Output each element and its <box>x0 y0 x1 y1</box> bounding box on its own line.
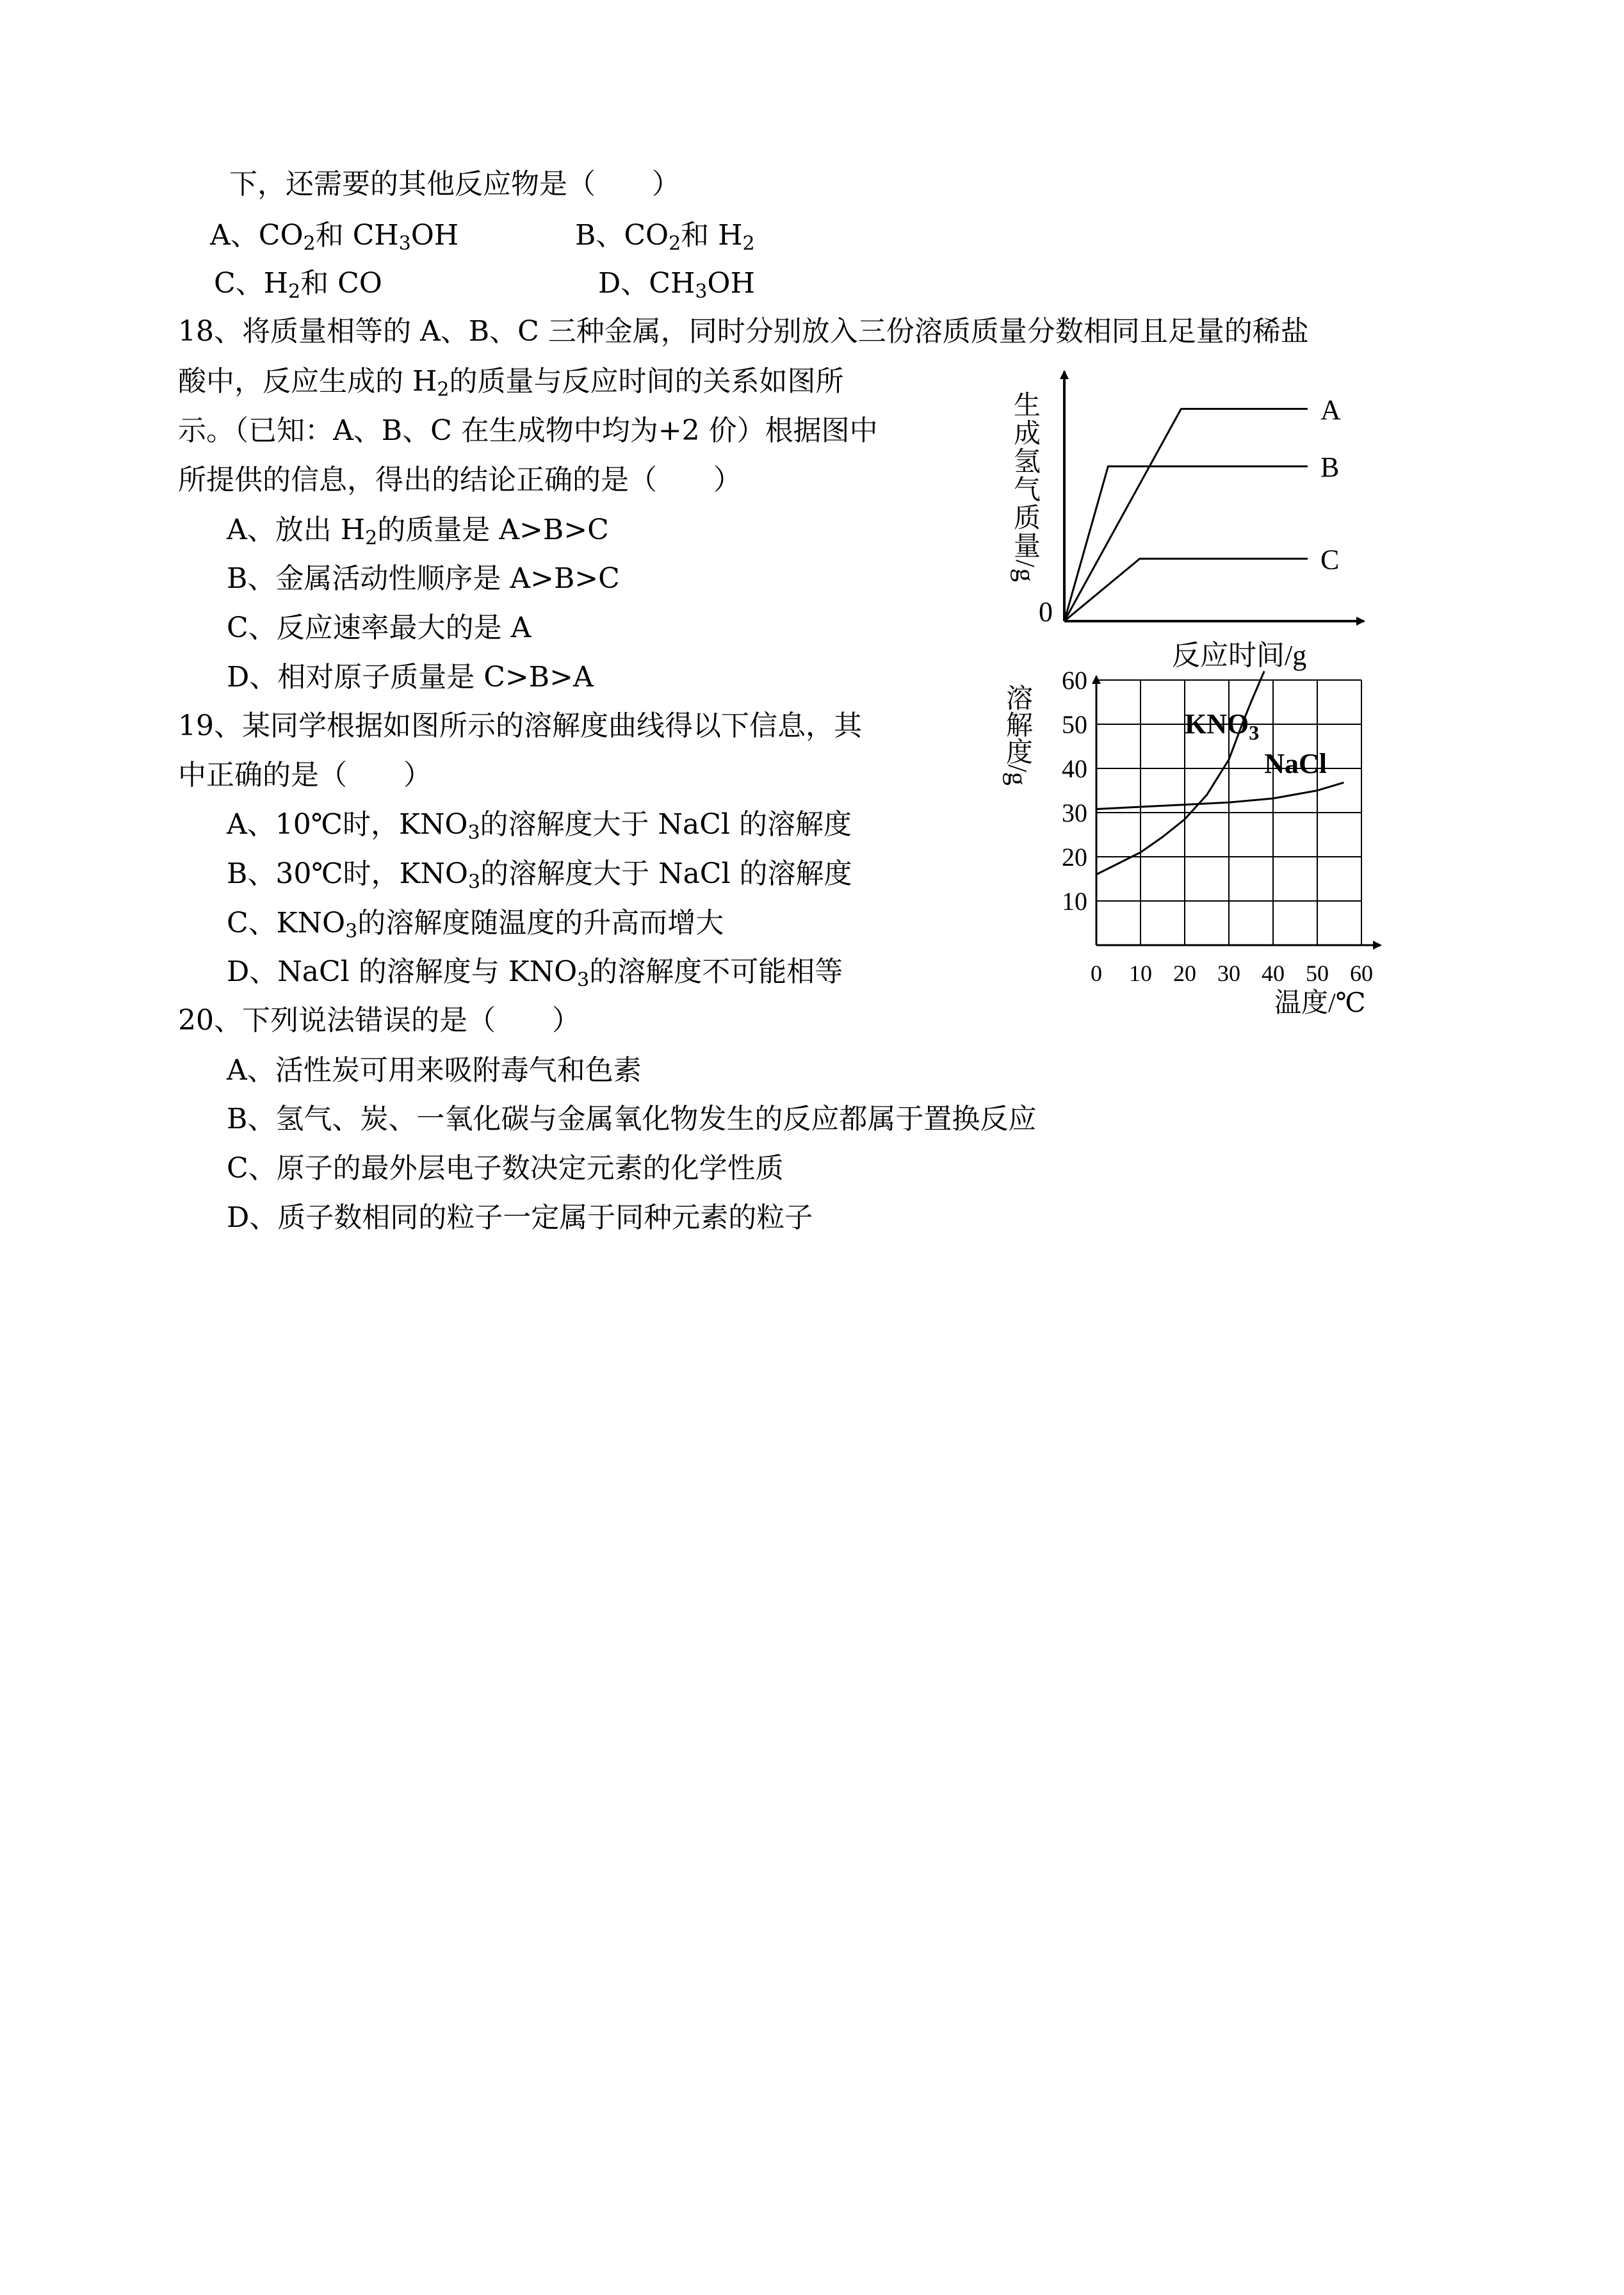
q19-option-b-pre: B、30℃时，KNO <box>227 857 468 890</box>
q17-option-c-mid: 和 CO <box>300 267 382 300</box>
chart2-series-label-nacl: NaCl <box>1264 747 1327 779</box>
q18-line2-sub: 2 <box>437 378 450 401</box>
q19-option-a-post: 的溶解度大于 NaCl 的溶解度 <box>480 808 852 841</box>
q18-option-b[interactable]: B、金属活动性顺序是 A>B>C <box>227 562 620 595</box>
q19-option-c-sub: 3 <box>345 920 358 943</box>
chart2-x-tick-label: 60 <box>1350 961 1373 986</box>
q19-line1: 19、某同学根据如图所示的溶解度曲线得以下信息，其 <box>178 710 862 742</box>
q18-line2 <box>178 364 843 400</box>
chart1-series-c <box>1064 559 1308 622</box>
chart2-x-tick-label: 40 <box>1262 961 1285 986</box>
q17-option-a-pre: A、CO <box>210 219 304 252</box>
q19-option-a-sub: 3 <box>467 822 480 844</box>
q19-option-d[interactable] <box>227 954 843 990</box>
q19-option-a-pre: A、10℃时，KNO <box>227 808 468 841</box>
chart2-y-tick-label: 30 <box>1062 799 1087 827</box>
q20-option-c[interactable]: C、原子的最外层电子数决定元素的化学性质 <box>227 1152 784 1185</box>
chart2-x-tick-label: 0 <box>1091 961 1102 986</box>
q18-option-a-pre: A、放出 H <box>227 514 366 546</box>
q17-option-b[interactable] <box>575 218 755 254</box>
q19-option-b[interactable] <box>227 856 852 892</box>
q17-option-a-sub1: 2 <box>303 232 316 255</box>
q19-line2: 中正确的是（ ） <box>178 759 432 791</box>
q17-option-b-sub1: 2 <box>669 232 681 255</box>
q18-option-a-sub: 2 <box>365 527 378 549</box>
q18-line2-post: 的质量与反应时间的关系如图所 <box>449 365 844 398</box>
q19-option-c-pre: C、KNO <box>227 907 346 939</box>
q19-option-a[interactable] <box>227 807 852 843</box>
chart1-series-a <box>1064 409 1308 622</box>
q17-option-d-pre: D、CH <box>598 267 695 300</box>
q19-option-d-pre: D、NaCl 的溶解度与 KNO <box>227 955 578 988</box>
q19-option-b-post: 的溶解度大于 NaCl 的溶解度 <box>480 857 852 890</box>
chart1-series-label-c: C <box>1320 544 1340 576</box>
q17-option-b-sub2: 2 <box>742 232 755 255</box>
chart2-series-label-kno3: $KNO_3$ <box>1185 708 1260 744</box>
chart2-x-tick-label: 30 <box>1217 961 1240 986</box>
q17-option-b-mid: 和 H <box>681 219 743 252</box>
q17-option-c-sub1: 2 <box>288 280 301 303</box>
q18-line3: 示。（已知：A、B、C 在生成物中均为+2 价）根据图中 <box>178 414 878 447</box>
q18-line2-pre: 酸中，反应生成的 H <box>178 365 437 398</box>
q17-option-a-post: OH <box>410 219 459 252</box>
chart2-x-tick-label: 20 <box>1173 961 1196 986</box>
chart2-x-tick-label: 10 <box>1129 961 1152 986</box>
q20-option-d[interactable]: D、质子数相同的粒子一定属于同种元素的粒子 <box>227 1201 813 1234</box>
q20-stem: 20、下列说法错误的是（ ） <box>178 1004 580 1037</box>
q17-option-d[interactable] <box>598 266 755 302</box>
chart1-ylabel: 生成氢气质量/g <box>1010 391 1039 583</box>
chart2-y-tick-label: 10 <box>1062 887 1087 916</box>
q18-option-c[interactable]: C、反应速率最大的是 A <box>227 612 532 644</box>
chart2-y-tick-label: 20 <box>1062 843 1087 872</box>
chart1-xlabel: 反应时间/g <box>1172 640 1307 671</box>
q17-option-d-mid: OH <box>707 267 755 300</box>
chart2-y-tick-label: 40 <box>1062 754 1087 783</box>
q17-stem-tail: 下，还需要的其他反应物是（ ） <box>229 168 680 200</box>
chart2-ylabel: 溶解度/g <box>1002 684 1032 786</box>
q17-option-a-sub2: 3 <box>398 232 411 255</box>
q19-option-d-post: 的溶解度不可能相等 <box>589 955 843 988</box>
q17-option-a[interactable] <box>210 218 459 254</box>
q20-option-a[interactable]: A、活性炭可用来吸附毒气和色素 <box>227 1054 642 1087</box>
chart1-series-b <box>1064 466 1308 621</box>
q17-option-c-pre: C、H <box>214 267 289 300</box>
chart1-series-label-b: B <box>1320 451 1340 483</box>
chart2-curve-nacl <box>1096 783 1344 809</box>
q17-option-b-pre: B、CO <box>575 219 669 252</box>
chart1-series-label-a: A <box>1320 394 1341 426</box>
hydrogen-mass-chart <box>1005 359 1390 679</box>
chart2-x-tick-label: 50 <box>1306 961 1329 986</box>
q19-option-c-post: 的溶解度随温度的升高而增大 <box>357 907 724 939</box>
q17-option-a-mid: 和 CH <box>315 219 399 252</box>
q18-line4: 所提供的信息，得出的结论正确的是（ ） <box>178 464 742 496</box>
q17-option-d-sub1: 3 <box>695 280 708 303</box>
q18-option-a[interactable] <box>227 512 609 548</box>
q19-option-d-sub: 3 <box>577 969 590 991</box>
q20-option-b[interactable]: B、氢气、炭、一氧化碳与金属氧化物发生的反应都属于置换反应 <box>227 1103 1037 1135</box>
q19-option-b-sub: 3 <box>468 871 481 893</box>
q18-option-d[interactable]: D、相对原子质量是 C>B>A <box>227 661 594 693</box>
q18-option-a-post: 的质量是 A>B>C <box>377 514 609 546</box>
q19-option-c[interactable] <box>227 905 724 941</box>
chart2-y-tick-label: 50 <box>1062 710 1087 739</box>
chart2-xlabel: 温度/℃ <box>1274 989 1366 1018</box>
chart2-y-tick-label: 60 <box>1062 666 1087 695</box>
q17-option-c[interactable] <box>214 266 382 302</box>
q18-line1: 18、将质量相等的 A、B、C 三种金属，同时分别放入三份溶质质量分数相同且足量的稀盐 <box>178 315 1309 348</box>
solubility-chart <box>999 666 1396 1025</box>
chart1-origin-label: 0 <box>1039 596 1053 628</box>
chart2-curve-kno3 <box>1096 671 1264 874</box>
